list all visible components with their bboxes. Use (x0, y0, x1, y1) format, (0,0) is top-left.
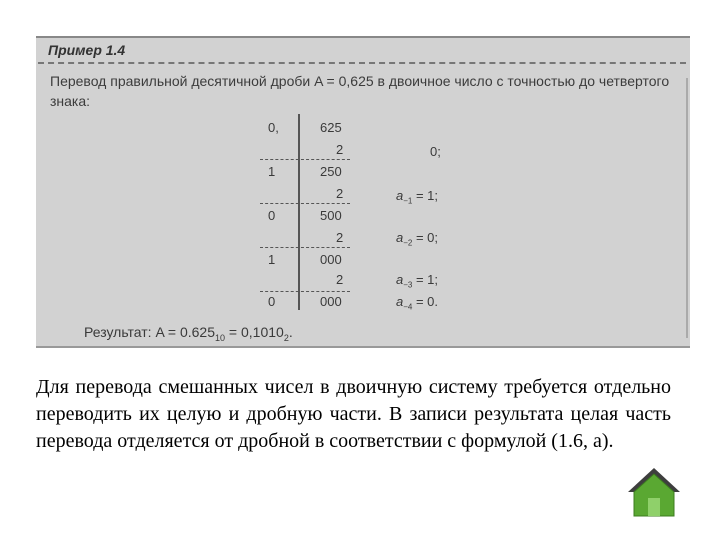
page-edge (686, 78, 688, 338)
home-icon (624, 464, 684, 520)
scanned-example (36, 36, 690, 348)
body-paragraph: Для перевода смешанных чисел в двоичную систему требуется отдельно переводить их целую и дробную части. В записи результата целая часть перевода отделяется от дробной в соответствии с формулой (1.6, а). (36, 376, 671, 452)
multiplier: 2 (336, 230, 344, 245)
divider (38, 62, 686, 64)
integer-digit: 0 (268, 294, 276, 309)
multiplier: 2 (336, 272, 344, 287)
result-line: Результат: $A = 0.625_{10} = 0,1010_2$. (84, 324, 293, 343)
fraction-value: 250 (320, 164, 342, 179)
fraction-value: 500 (320, 208, 342, 223)
multiplier: 2 (336, 186, 344, 201)
home-button[interactable] (624, 464, 684, 520)
multiplier: 2 (336, 142, 344, 157)
table-vertical-line (298, 114, 300, 310)
coefficient: 0; (430, 144, 441, 159)
coefficient: $a_{-3} = 1$; (396, 272, 439, 290)
fraction-value: 000 (320, 252, 342, 267)
coefficient: $a_{-4} = 0$. (396, 294, 439, 312)
table-rule (260, 203, 350, 205)
coefficient: $a_{-2} = 0$; (396, 230, 439, 248)
example-title: Пример 1.4 (48, 42, 126, 58)
table-rule (260, 159, 350, 161)
integer-digit: 0, (268, 120, 279, 135)
table-rule (260, 247, 350, 249)
integer-digit: 1 (268, 164, 276, 179)
fraction-value: 625 (320, 120, 342, 135)
integer-digit: 0 (268, 208, 276, 223)
fraction-value: 000 (320, 294, 342, 309)
integer-digit: 1 (268, 252, 276, 267)
example-intro: Перевод правильной десятичной дроби A = 0,625 в двоичное число с точностью до четвертого знака: (50, 73, 670, 109)
table-rule (260, 291, 350, 293)
coefficient: $a_{-1} = 1$; (396, 188, 439, 206)
